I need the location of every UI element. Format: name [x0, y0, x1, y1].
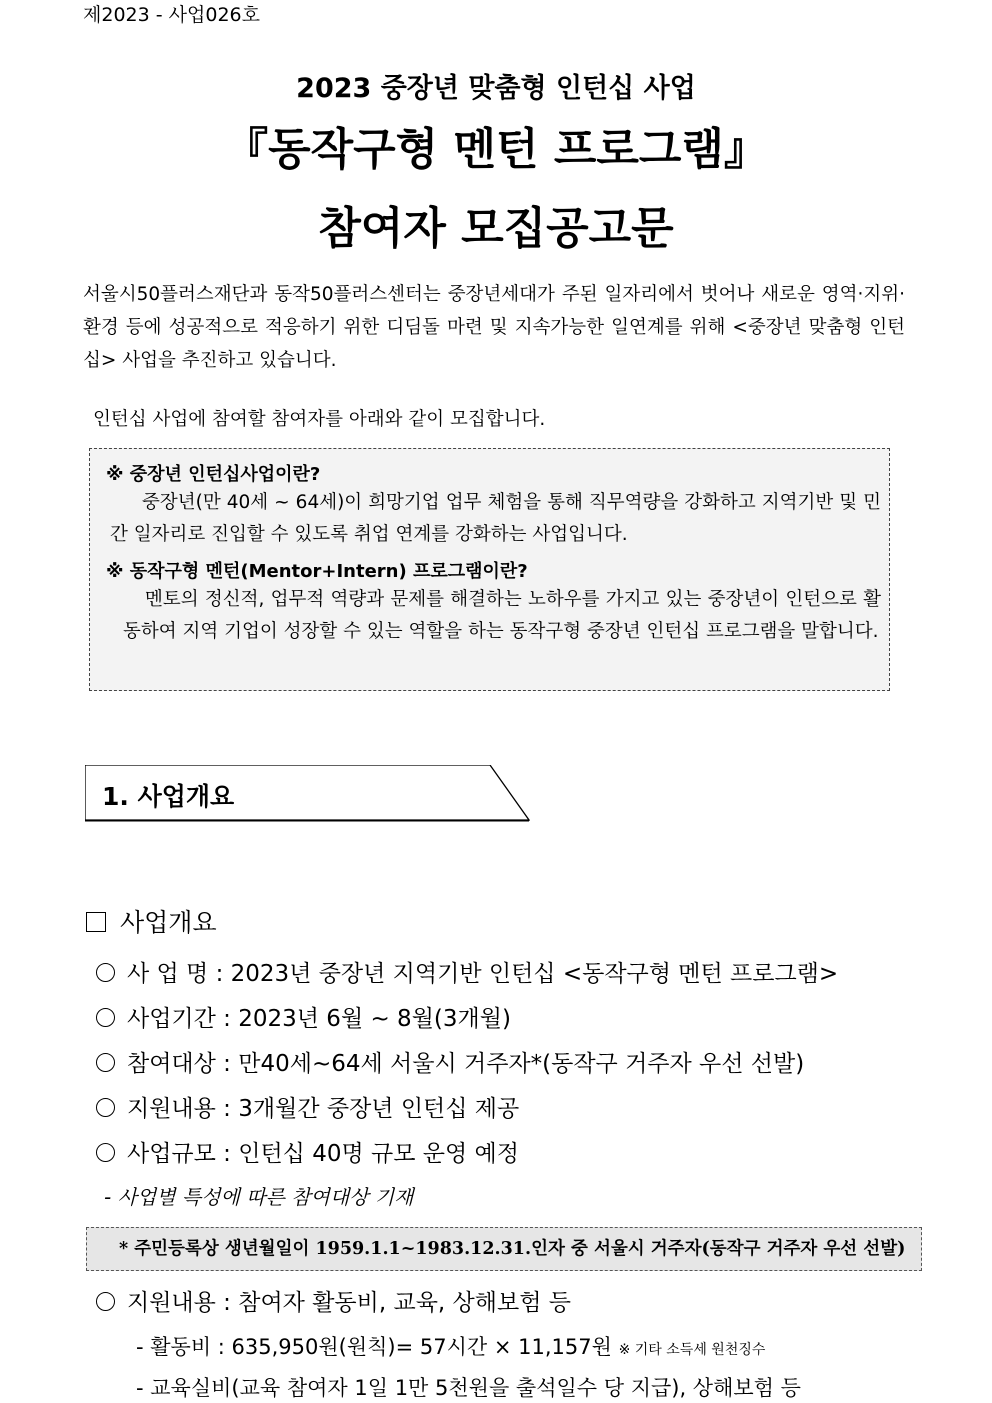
info-answer-2: 멘토의 정신적, 업무적 역량과 문제를 해결하는 노하우를 가지고 있는 중장년이 인턴으로 활동하여 지역 기업이 성장할 수 있는 역할을 하는 동작구형 중장년 인턴십 프로그램을 말합니다.	[123, 589, 881, 642]
intro-paragraph: 서울시50플러스재단과 동작50플러스센터는 중장년세대가 주된 일자리에서 벗어나 새로운 영역·지위·환경 등에 성공적으로 적응하기 위한 디딤돌 마련 및 지속가능한 일연계를 위해 <중장년 맞춤형 인턴십> 사업을 추진하고 있습니다.	[83, 284, 905, 371]
list-item: 사 업 명 : 2023년 중장년 지역기반 인턴십 <동작구형 멘턴 프로그램>	[96, 955, 838, 988]
circle-bullet-icon	[96, 963, 115, 982]
footnote-box: * 주민등록상 생년월일이 1959.1.1~1983.12.31.인자 중 서울시 거주자(동작구 거주자 우선 선발)	[86, 1227, 922, 1271]
edu-item: - 교육실비(교육 참여자 1일 1만 5천원을 출석일수 당 지급), 상해보험 등	[136, 1376, 801, 1400]
section-heading-box	[85, 765, 530, 821]
title-line-2: 『동작구형 멘턴 프로그램』	[224, 124, 768, 175]
note-text: - 사업별 특성에 따른 참여대상 기재	[104, 1185, 414, 1209]
pay-note: ※ 기타 소득세 원천징수	[618, 1342, 766, 1358]
info-question-1: ※ 중장년 인턴십사업이란?	[106, 464, 321, 485]
subheading-label: 사업개요	[120, 908, 217, 937]
circle-bullet-icon	[96, 1143, 115, 1162]
info-answer-1: 중장년(만 40세 ~ 64세)이 희망기업 업무 체험을 통해 직무역량을 강화하고 지역기반 및 민간 일자리로 진입할 수 있도록 취업 연계를 강화하는 사업입니다.	[110, 492, 881, 545]
info-question-2: ※ 동작구형 멘턴(Mentor+Intern) 프로그램이란?	[106, 561, 528, 582]
circle-bullet-icon	[96, 1098, 115, 1117]
list-item: 사업규모 : 인턴십 40명 규모 운영 예정	[96, 1135, 519, 1168]
document-number: 제2023 - 사업026호	[83, 4, 260, 26]
subheading	[86, 903, 217, 939]
list-item: 참여대상 : 만40세~64세 서울시 거주자*(동작구 거주자 우선 선발)	[96, 1045, 804, 1078]
recruit-sentence: 인턴십 사업에 참여할 참여자를 아래와 같이 모집합니다.	[93, 409, 546, 430]
circle-bullet-icon	[96, 1292, 115, 1311]
circle-bullet-icon	[96, 1053, 115, 1072]
title-line-3: 참여자 모집공고문	[318, 203, 674, 254]
section-heading: 1. 사업개요	[102, 782, 235, 811]
checkbox-square-icon	[86, 912, 106, 932]
list-item: 지원내용 : 참여자 활동비, 교육, 상해보험 등	[96, 1284, 571, 1317]
pay-item: - 활동비 : 635,950원(원칙)= 57시간 × 11,157원 ※ 기타 소득세 원천징수	[136, 1335, 766, 1359]
list-item: 사업기간 : 2023년 6월 ~ 8월(3개월)	[96, 1000, 511, 1033]
list-item: 지원내용 : 3개월간 중장년 인턴십 제공	[96, 1090, 519, 1123]
title-line-1: 2023 중장년 맞춤형 인턴십 사업	[296, 73, 696, 104]
circle-bullet-icon	[96, 1008, 115, 1027]
